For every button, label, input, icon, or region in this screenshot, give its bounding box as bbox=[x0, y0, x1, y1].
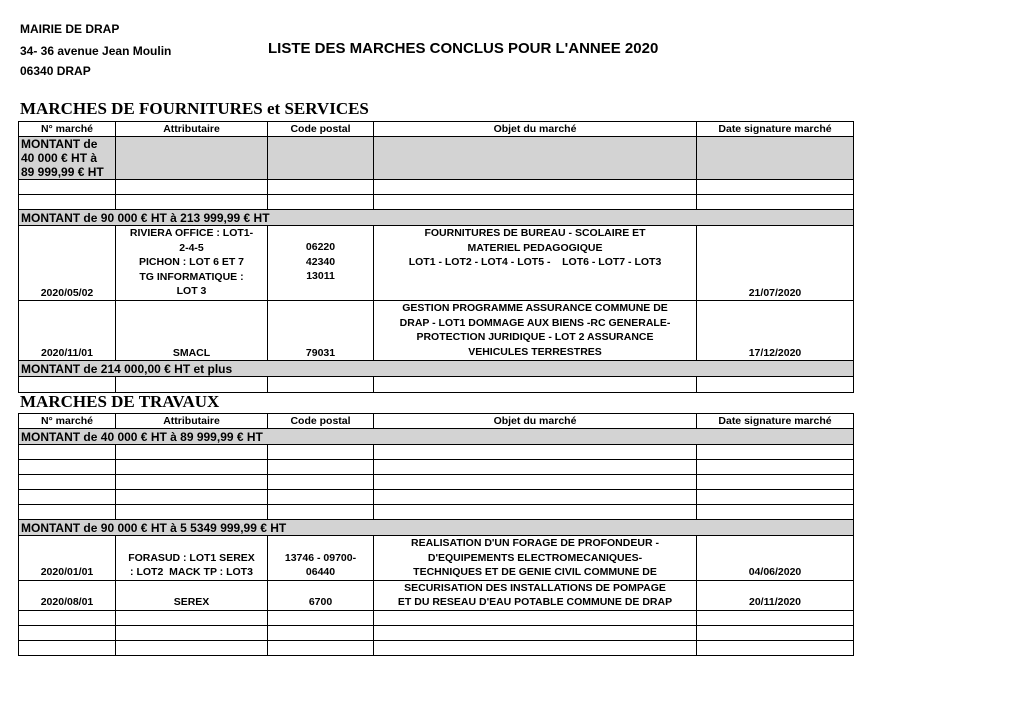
amount-band-row bbox=[19, 210, 854, 226]
empty-row bbox=[19, 610, 854, 625]
col-header-objet: Objet du marché bbox=[374, 122, 697, 137]
objet-line: FOURNITURES DE BUREAU - SCOLAIRE ET bbox=[424, 227, 646, 239]
cell-numero: 2020/11/01 bbox=[19, 301, 116, 361]
code-postal-line: 42340 bbox=[305, 255, 336, 268]
code-postal-line: 06220 bbox=[305, 241, 336, 253]
amount-band-label: MONTANT de 40 000 € HT à 89 999,99 € HT bbox=[19, 137, 116, 180]
amount-band-label: MONTANT de 90 000 € HT à 213 999,99 € HT bbox=[19, 210, 854, 226]
col-header-numero: N° marché bbox=[19, 122, 116, 137]
org-street: 34- 36 avenue Jean Moulin bbox=[20, 44, 172, 58]
cell-numero: 2020/01/01 bbox=[19, 536, 116, 581]
code-postal-line: 13011 bbox=[306, 270, 335, 282]
empty-row bbox=[19, 475, 854, 490]
amount-band-label: MONTANT de 214 000,00 € HT et plus bbox=[19, 361, 854, 377]
amount-band-cell bbox=[374, 137, 697, 180]
empty-row bbox=[19, 377, 854, 393]
cell-attributaire: SEREX bbox=[116, 580, 268, 610]
cell-attributaire bbox=[116, 226, 268, 301]
cell-numero: 2020/08/01 bbox=[19, 580, 116, 610]
amount-band-cell bbox=[697, 137, 854, 180]
cell-date: 21/07/2020 bbox=[697, 226, 854, 301]
cell-code-postal: 79031 bbox=[268, 301, 374, 361]
col-header-objet: Objet du marché bbox=[374, 414, 697, 429]
col-header-date: Date signature marché bbox=[697, 122, 854, 137]
document-title: LISTE DES MARCHES CONCLUS POUR L'ANNEE 2020 bbox=[268, 40, 659, 57]
objet-line: PROTECTION JURIDIQUE - LOT 2 ASSURANCE bbox=[416, 331, 654, 343]
amount-band-row bbox=[19, 137, 854, 180]
empty-row bbox=[19, 460, 854, 475]
table-fournitures bbox=[18, 121, 854, 393]
table-row bbox=[19, 301, 854, 361]
objet-line: TECHNIQUES ET DE GENIE CIVIL COMMUNE DE bbox=[413, 566, 657, 578]
attributaire-line: 2-4-5 bbox=[179, 241, 204, 254]
table-row bbox=[19, 536, 854, 581]
attributaire-line: PICHON : LOT 6 ET 7 bbox=[138, 256, 244, 268]
empty-row bbox=[19, 490, 854, 505]
cell-numero: 2020/05/02 bbox=[19, 226, 116, 301]
objet-line: SECURISATION DES INSTALLATIONS DE POMPAGE bbox=[404, 581, 666, 594]
section-title-fournitures: MARCHES DE FOURNITURES et SERVICES bbox=[20, 99, 369, 118]
attributaire-line: TG INFORMATIQUE : bbox=[139, 270, 244, 283]
cell-date: 04/06/2020 bbox=[697, 536, 854, 581]
empty-row bbox=[19, 180, 854, 195]
cell-objet bbox=[374, 226, 697, 301]
empty-row bbox=[19, 445, 854, 460]
empty-row bbox=[19, 505, 854, 520]
section-title-travaux: MARCHES DE TRAVAUX bbox=[20, 392, 220, 411]
col-header-code-postal: Code postal bbox=[268, 414, 374, 429]
objet-line: D'EQUIPEMENTS ELECTROMECANIQUES- bbox=[427, 551, 643, 564]
code-postal-line: 06440 bbox=[305, 566, 336, 578]
cell-objet bbox=[374, 536, 697, 581]
objet-line: MATERIEL PEDAGOGIQUE bbox=[467, 241, 603, 254]
table-travaux bbox=[18, 413, 854, 656]
col-header-attributaire: Attributaire bbox=[116, 122, 268, 137]
objet-line: ET DU RESEAU D'EAU POTABLE COMMUNE DE DRAP bbox=[397, 596, 673, 608]
col-header-date: Date signature marché bbox=[697, 414, 854, 429]
attributaire-line: : LOT2 MACK TP : LOT3 bbox=[130, 566, 253, 578]
objet-line: DRAP - LOT1 DOMMAGE AUX BIENS -RC GENERALE- bbox=[399, 316, 671, 329]
amount-band-label: MONTANT de 90 000 € HT à 5 5349 999,99 € HT bbox=[19, 520, 854, 536]
amount-band-label: MONTANT de 40 000 € HT à 89 999,99 € HT bbox=[19, 429, 854, 445]
objet-line: LOT1 - LOT2 - LOT4 - LOT5 - LOT6 - LOT7 - LOT3 bbox=[408, 256, 662, 268]
col-header-attributaire: Attributaire bbox=[116, 414, 268, 429]
attributaire-line: RIVIERA OFFICE : LOT1- bbox=[129, 227, 254, 239]
table-row bbox=[19, 580, 854, 610]
cell-code-postal bbox=[268, 226, 374, 301]
org-name: MAIRIE DE DRAP bbox=[20, 22, 120, 36]
objet-line: VEHICULES TERRESTRES bbox=[468, 345, 602, 358]
cell-date: 17/12/2020 bbox=[697, 301, 854, 361]
attributaire-line: FORASUD : LOT1 SEREX bbox=[128, 551, 255, 564]
cell-code-postal: 6700 bbox=[268, 580, 374, 610]
objet-line: REALISATION D'UN FORAGE DE PROFONDEUR - bbox=[411, 537, 659, 549]
col-header-code-postal: Code postal bbox=[268, 122, 374, 137]
col-header-numero: N° marché bbox=[19, 414, 116, 429]
amount-band-cell bbox=[268, 137, 374, 180]
cell-attributaire: SMACL bbox=[116, 301, 268, 361]
table-header-row bbox=[19, 122, 854, 137]
empty-row bbox=[19, 625, 854, 640]
amount-band-row bbox=[19, 429, 854, 445]
amount-band-row bbox=[19, 361, 854, 377]
empty-row bbox=[19, 195, 854, 210]
cell-attributaire bbox=[116, 536, 268, 581]
objet-line: GESTION PROGRAMME ASSURANCE COMMUNE DE bbox=[402, 302, 668, 314]
cell-date: 20/11/2020 bbox=[697, 580, 854, 610]
amount-band-cell bbox=[116, 137, 268, 180]
table-header-row bbox=[19, 414, 854, 429]
cell-objet bbox=[374, 301, 697, 361]
attributaire-line: LOT 3 bbox=[176, 285, 207, 297]
org-city: 06340 DRAP bbox=[20, 64, 91, 78]
empty-row bbox=[19, 640, 854, 655]
cell-objet bbox=[374, 580, 697, 610]
cell-code-postal bbox=[268, 536, 374, 581]
code-postal-line: 13746 - 09700- bbox=[284, 551, 357, 564]
amount-band-row bbox=[19, 520, 854, 536]
table-row bbox=[19, 226, 854, 301]
